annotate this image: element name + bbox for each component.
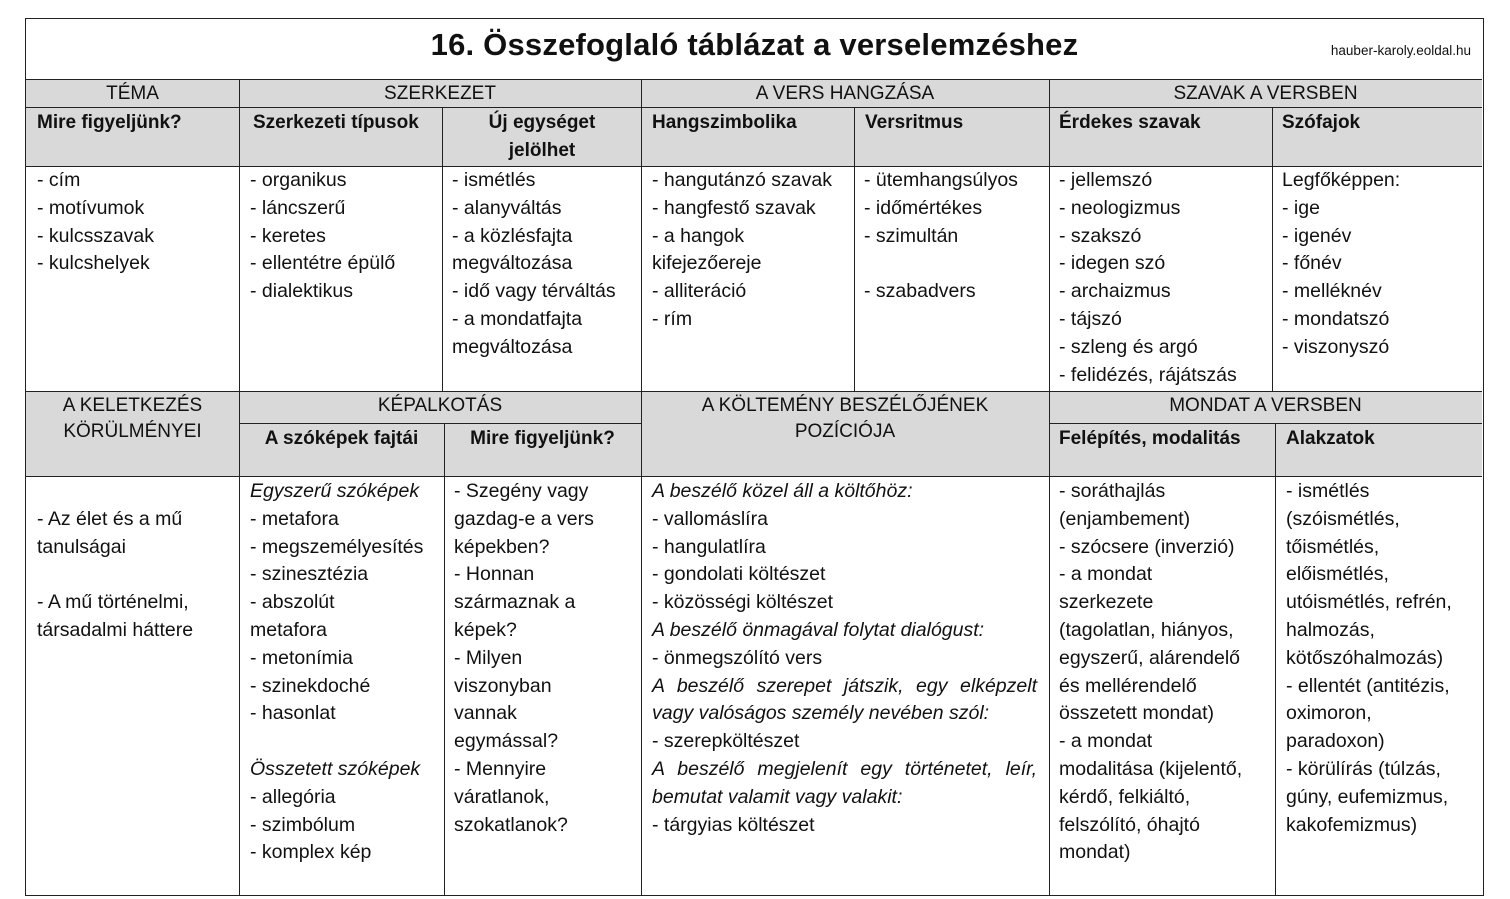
cell-line: (enjambement) bbox=[1059, 507, 1191, 530]
cell-line: - ellentét (antitézis, bbox=[1286, 674, 1450, 697]
subheader-alakzatok: Alakzatok bbox=[1286, 428, 1375, 449]
header-keletkezes bbox=[26, 393, 239, 445]
cell-line: - metafora bbox=[250, 507, 339, 530]
cell-line: - szimultán bbox=[864, 224, 959, 247]
cell-line: - idő vagy térváltás bbox=[452, 280, 616, 303]
cell-line: gúny, eufemizmus, bbox=[1286, 785, 1449, 808]
subheader-szokepek-fajtai: A szóképek fajtái bbox=[264, 428, 419, 449]
cell-line: Egyszerű szóképek bbox=[250, 480, 420, 502]
subheader-uj-egyseget bbox=[442, 109, 642, 165]
cell-line: - a mondatfajta bbox=[452, 307, 583, 330]
cell-line: - szócsere (inverzió) bbox=[1059, 535, 1235, 558]
header-kepalkotas: KÉPALKOTÁS bbox=[377, 395, 503, 416]
cell-line: gazdag-e a vers bbox=[454, 507, 594, 530]
cell-line: - tájszó bbox=[1059, 307, 1122, 330]
header-tema: TÉMA bbox=[106, 83, 159, 104]
cell-hangszimbolika bbox=[652, 167, 832, 334]
subheader-erdekes-szavak: Érdekes szavak bbox=[1059, 112, 1201, 133]
summary-table bbox=[25, 18, 1484, 896]
cell-alakzatok bbox=[1286, 478, 1452, 839]
cell-line: Legfőképpen: bbox=[1282, 169, 1401, 191]
cell-line: Összetett szóképek bbox=[250, 757, 421, 780]
cell-line: - láncszerű bbox=[250, 196, 346, 219]
cell-line: - komplex kép bbox=[250, 841, 372, 864]
cell-line: - igenév bbox=[1282, 224, 1352, 247]
cell-line: - Szegény vagy bbox=[454, 480, 589, 502]
cell-line: A beszélő szerepet játszik, egy elképzelt bbox=[652, 674, 1037, 697]
cell-felepites bbox=[1059, 478, 1242, 867]
vrule-1 bbox=[239, 79, 240, 895]
cell-line: - felidézés, rájátszás bbox=[1059, 363, 1237, 386]
cell-line: - szleng és argó bbox=[1059, 335, 1198, 358]
cell-line: - soráthajlás bbox=[1059, 480, 1166, 502]
cell-keletkezes bbox=[37, 506, 193, 645]
subheader-mire-figyeljunk: Mire figyeljünk? bbox=[37, 112, 182, 133]
subheader-versritmus: Versritmus bbox=[865, 112, 964, 133]
cell-line: képekben? bbox=[454, 535, 550, 558]
vrule-6a bbox=[1272, 107, 1273, 391]
cell-line: - a közlésfajta bbox=[452, 224, 573, 247]
rule-under-kepalkotas bbox=[239, 423, 641, 424]
cell-line: A beszélő önmagával folytat dialógust: bbox=[652, 618, 985, 641]
subheader-felepites: Felépítés, modalitás bbox=[1059, 428, 1241, 449]
cell-line: - szinesztézia bbox=[250, 563, 369, 586]
header-szerkezet: SZERKEZET bbox=[384, 83, 496, 104]
cell-line: (tagolatlan, hiányos, bbox=[1059, 618, 1234, 641]
cell-line: halmozás, bbox=[1286, 618, 1375, 641]
cell-line: - ellentétre épülő bbox=[250, 252, 396, 275]
cell-line: - kulcshelyek bbox=[37, 252, 150, 275]
cell-line: A beszélő megjelenít egy történetet, leír, bbox=[652, 757, 1037, 780]
cell-line: - szabadvers bbox=[864, 280, 976, 303]
cell-line bbox=[37, 562, 193, 590]
cell-uj-egyseget bbox=[452, 167, 616, 362]
cell-line: - rím bbox=[652, 307, 693, 330]
cell-erdekes-szavak bbox=[1059, 167, 1237, 389]
vrule-2b bbox=[444, 423, 445, 895]
cell-line: A beszélő közel áll a költőhöz: bbox=[652, 480, 913, 502]
cell-line: - metonímia bbox=[250, 646, 353, 669]
cell-line: - kulcsszavak bbox=[37, 224, 155, 247]
rule-row-divider bbox=[26, 391, 1482, 392]
cell-line: - alanyváltás bbox=[452, 196, 562, 219]
cell-line: - ismétlés bbox=[452, 169, 536, 191]
cell-szofajok bbox=[1282, 167, 1400, 362]
header-mondat: MONDAT A VERSBEN bbox=[1169, 395, 1362, 416]
cell-line: - vallomáslíra bbox=[652, 507, 768, 530]
site-url: hauber-karoly.eoldal.hu bbox=[1330, 43, 1471, 58]
header-koltemeny bbox=[641, 393, 1049, 445]
cell-line bbox=[864, 250, 1018, 278]
cell-line: - alliteráció bbox=[652, 280, 747, 303]
header-szavak: SZAVAK A VERSBEN bbox=[1173, 83, 1358, 104]
cell-line: - viszonyszó bbox=[1282, 335, 1390, 358]
rule-under-row2-headers bbox=[26, 476, 1482, 477]
vrule-3 bbox=[641, 79, 642, 895]
rule-under-mondat bbox=[1049, 423, 1482, 424]
cell-versritmus bbox=[864, 167, 1018, 306]
cell-line: viszonyban bbox=[454, 674, 552, 697]
subheader-uj-line2: jelölhet bbox=[508, 140, 576, 161]
cell-line: mondat) bbox=[1059, 841, 1131, 864]
cell-mire-figyeljunk bbox=[454, 478, 594, 839]
cell-line: modalitása (kijelentő, bbox=[1059, 757, 1243, 780]
cell-line: - főnév bbox=[1282, 252, 1342, 275]
cell-line: - a mondat bbox=[1059, 730, 1153, 753]
subheader-szofajok: Szófajok bbox=[1282, 112, 1361, 133]
cell-line: - megszemélyesítés bbox=[250, 535, 424, 558]
cell-line: - közösségi költészet bbox=[652, 591, 833, 614]
cell-line: - szimbólum bbox=[250, 813, 356, 836]
cell-line: - jellemszó bbox=[1059, 169, 1153, 191]
cell-line: - Mennyire bbox=[454, 757, 547, 780]
cell-line: - archaizmus bbox=[1059, 280, 1171, 303]
cell-line: szokatlanok? bbox=[454, 813, 568, 836]
cell-line: - szinekdoché bbox=[250, 674, 371, 697]
cell-line: - motívumok bbox=[37, 196, 145, 219]
cell-line: előismétlés, bbox=[1286, 563, 1389, 586]
cell-line: szerkezete bbox=[1059, 591, 1154, 614]
cell-line: metafora bbox=[250, 618, 327, 641]
cell-szerkezeti-tipusok bbox=[250, 167, 395, 306]
cell-line: - hasonlat bbox=[250, 702, 336, 725]
rule-under-title bbox=[26, 79, 1482, 80]
cell-line: - a hangok bbox=[652, 224, 745, 247]
page-title: 16. Összefoglaló táblázat a verselemzéshez bbox=[430, 27, 1079, 62]
cell-line: paradoxon) bbox=[1286, 730, 1385, 753]
vrule-5 bbox=[1049, 79, 1050, 895]
cell-line: - idegen szó bbox=[1059, 252, 1166, 275]
cell-szokepek-fajtai bbox=[250, 478, 423, 867]
cell-line: tanulságai bbox=[37, 535, 126, 558]
cell-line: - abszolút bbox=[250, 591, 335, 614]
cell-tema bbox=[37, 167, 154, 278]
cell-line: származnak a bbox=[454, 591, 576, 614]
subheader-hangszimbolika: Hangszimbolika bbox=[652, 112, 797, 133]
header-koltemeny-line2: POZÍCIÓJA bbox=[794, 421, 896, 442]
cell-line: - allegória bbox=[250, 785, 336, 808]
cell-line: bemutat valamit vagy valakit: bbox=[652, 785, 903, 808]
subheader-mire-figyeljunk-2: Mire figyeljünk? bbox=[470, 428, 615, 449]
vrule-6b bbox=[1275, 423, 1276, 895]
cell-line: kérdő, felkiáltó, bbox=[1059, 785, 1191, 808]
cell-line: - hangutánzó szavak bbox=[652, 169, 832, 191]
cell-line: kifejezőereje bbox=[652, 252, 762, 275]
cell-line: - organikus bbox=[250, 169, 347, 191]
cell-line: - a mondat bbox=[1059, 563, 1153, 586]
cell-line: váratlanok, bbox=[454, 785, 550, 808]
cell-line: - keretes bbox=[250, 224, 326, 247]
cell-line: - szerepköltészet bbox=[652, 730, 800, 753]
cell-koltemeny bbox=[652, 478, 1037, 839]
cell-line: társadalmi háttere bbox=[37, 619, 194, 642]
cell-line: - ige bbox=[1282, 196, 1320, 219]
cell-line: (szóismétlés, bbox=[1286, 507, 1400, 530]
rule-under-row1-headers bbox=[26, 107, 1482, 108]
header-hangzas: A VERS HANGZÁSA bbox=[755, 83, 935, 104]
cell-line: vannak bbox=[454, 702, 517, 725]
cell-line: - önmegszólító vers bbox=[652, 646, 823, 669]
cell-line: - cím bbox=[37, 169, 81, 191]
cell-line: egymással? bbox=[454, 730, 559, 753]
cell-line: összetett mondat) bbox=[1059, 702, 1214, 725]
cell-line: - neologizmus bbox=[1059, 196, 1181, 219]
cell-line: - A mű történelmi, bbox=[37, 591, 189, 614]
cell-line: - hangulatlíra bbox=[652, 535, 766, 558]
cell-line: vagy valóságos személy nevében szól: bbox=[652, 702, 990, 725]
cell-line: kötőszóhalmozás) bbox=[1286, 646, 1444, 669]
cell-line: - ütemhangsúlyos bbox=[864, 169, 1018, 191]
header-koltemeny-line1: A KÖLTEMÉNY BESZÉLŐJÉNEK bbox=[701, 395, 989, 416]
cell-line: utóismétlés, refrén, bbox=[1286, 591, 1452, 614]
cell-line: - mondatszó bbox=[1282, 307, 1390, 330]
cell-line: oximoron, bbox=[1286, 702, 1372, 725]
cell-line: - gondolati költészet bbox=[652, 563, 826, 586]
cell-line: - Az élet és a mű bbox=[37, 508, 183, 530]
cell-line: megváltozása bbox=[452, 252, 573, 275]
cell-line: - körülírás (túlzás, bbox=[1286, 757, 1441, 780]
vrule-4 bbox=[854, 107, 855, 391]
cell-line: - időmértékes bbox=[864, 196, 983, 219]
cell-line: - dialektikus bbox=[250, 280, 353, 303]
cell-line bbox=[250, 728, 423, 756]
cell-line: tőismétlés, bbox=[1286, 535, 1380, 558]
cell-line: és mellérendelő bbox=[1059, 674, 1197, 697]
cell-line: egyszerű, alárendelő bbox=[1059, 646, 1241, 669]
cell-line: - szakszó bbox=[1059, 224, 1142, 247]
cell-line: kakofemizmus) bbox=[1286, 813, 1418, 836]
cell-line: megváltozása bbox=[452, 335, 573, 358]
cell-line: - hangfestő szavak bbox=[652, 196, 816, 219]
subheader-uj-line1: Új egységet bbox=[488, 112, 596, 133]
header-keletkezes-line1: A KELETKEZÉS bbox=[62, 395, 203, 416]
cell-line: - Honnan bbox=[454, 563, 535, 586]
cell-line: - tárgyias költészet bbox=[652, 813, 815, 836]
cell-line: felszólító, óhajtó bbox=[1059, 813, 1200, 836]
cell-line: képek? bbox=[454, 618, 517, 641]
cell-line: - Milyen bbox=[454, 646, 523, 669]
subheader-szerkezeti-tipusok: Szerkezeti típusok bbox=[253, 112, 419, 133]
cell-line: - melléknév bbox=[1282, 280, 1382, 303]
cell-line: - ismétlés bbox=[1286, 480, 1370, 502]
header-keletkezes-line2: KÖRÜLMÉNYEI bbox=[63, 421, 202, 442]
